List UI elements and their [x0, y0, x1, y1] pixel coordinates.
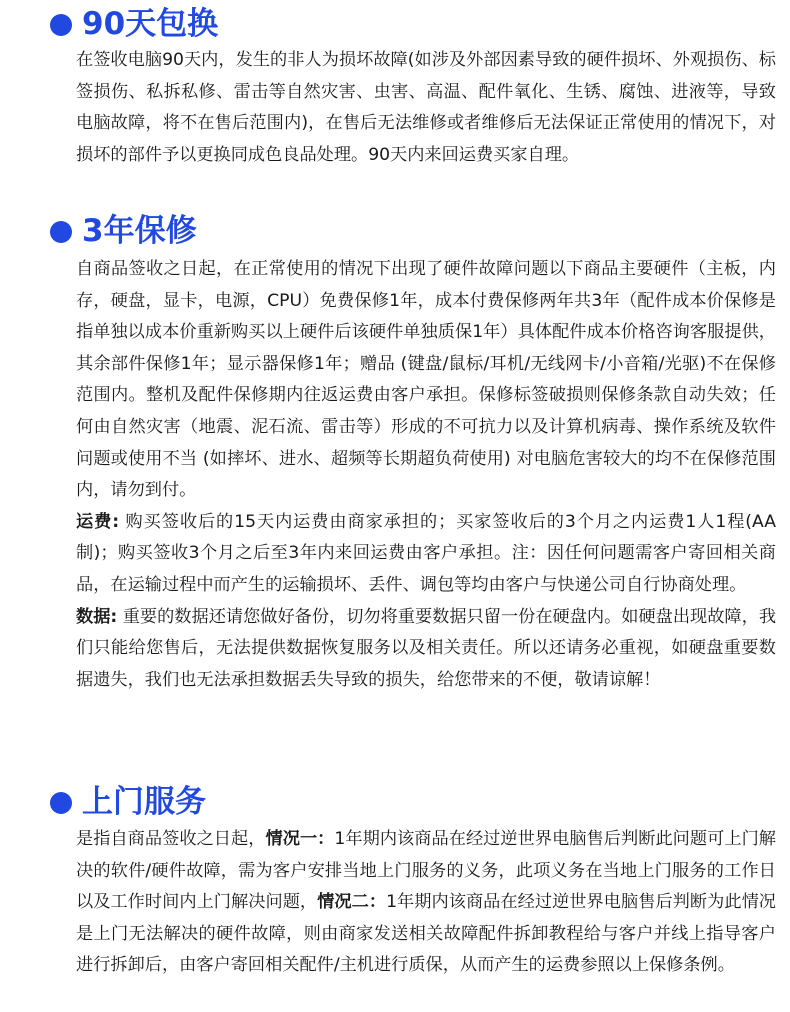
section-title: 3年保修	[82, 213, 197, 249]
bullet-dot-icon	[50, 14, 72, 36]
paragraph	[76, 45, 776, 171]
paragraph-text: 自商品签收之日起，在正常使用的情况下出现了硬件故障问题以下商品主要硬件（主板，内存，硬盘，显卡，电源，CPU）免费保修1年，成本付费保修两年共3年（配件成本价保修是指单独以成本价重新购买以上硬件后该硬件单独质保1年）具体配件成本价格咨询客服提供，其余部件保修1年；显示器保修1年；赠品 (键盘/鼠标/耳机/无线网卡/小音箱/光驱)不在保修范围内。整机及配件保修期内往返运费由客户承担。保修标签破损则保修条款自动失效；任何由自然灾害（地震、泥石流、雷击等）形成的不可抗力以及计算机病毒、操作系统及软件问题或使用不当 (如摔坏、进水、超频等长期超负荷使用) 对电脑危害较大的均不在保修范围内，请勿到付。	[76, 259, 776, 501]
section-header	[50, 782, 750, 822]
section-header	[50, 4, 750, 44]
paragraph-text: 购买签收后的15天内运费由商家承担的；买家签收后的3个月之内运费1人1程(AA制)；购买签收3个月之后至3年内来回运费由客户承担。注：因任何问题需客户寄回相关商品，在运输过程中而产生的运输损坏、丢件、调包等均由客户与快递公司自行协商处理。	[76, 511, 777, 595]
paragraph-shipping	[76, 507, 776, 602]
paragraph-text: 在签收电脑90天内，发生的非人为损坏故障(如涉及外部因素导致的硬件损坏、外观损伤、标签损伤、私拆私修、雷击等自然灾害、虫害、高温、配件氧化、生锈、腐蚀、进液等，导致电脑故障，将不在售后范围内)，在售后无法维修或者维修后无法保证正常使用的情况下，对损坏的部件予以更换同成色良品处理。90天内来回运费买家自理。	[76, 50, 776, 165]
segment-text: 1年期内该商品在经过逆世界电脑售后判断为此情况是上门无法解决的硬件故障，则由商家发送相关故障配件拆卸教程给与客户并线上指导客户进行拆卸后，由客户寄回相关配件/主机进行质保，从而产生的运费参照以上保修条例。	[76, 892, 776, 976]
bullet-dot-icon	[50, 792, 72, 814]
section-header	[50, 211, 750, 251]
section-body	[76, 254, 776, 696]
section-title: 上门服务	[82, 784, 206, 820]
bullet-dot-icon	[50, 221, 72, 243]
case-two-label: 情况二：	[317, 892, 387, 913]
section-body	[76, 824, 776, 982]
paragraph	[76, 254, 776, 507]
data-label: 数据:	[76, 606, 118, 627]
paragraph	[76, 824, 776, 982]
section-title: 90天包换	[82, 6, 219, 42]
segment-text: 1年期内该商品在经过逆世界电脑售后判断此问题可上门解决的软件/硬件故障，需为客户安排当地上门服务的义务，此项义务在当地上门服务的工作日以及工作时间内上门解决问题，	[76, 829, 776, 913]
shipping-label: 运费:	[76, 511, 120, 532]
paragraph-data	[76, 602, 776, 697]
section-body	[76, 45, 776, 171]
paragraph-text: 重要的数据还请您做好备份，切勿将重要数据只留一份在硬盘内。如硬盘出现故障，我们只能给您售后，无法提供数据恢复服务以及相关责任。所以还请务必重视，如硬盘重要数据遗失，我们也无法承担数据丢失导致的损失，给您带来的不便，敬请谅解！	[76, 606, 777, 690]
case-one-label: 情况一：	[265, 829, 335, 849]
segment-text: 是指自商品签收之日起，	[76, 829, 266, 849]
